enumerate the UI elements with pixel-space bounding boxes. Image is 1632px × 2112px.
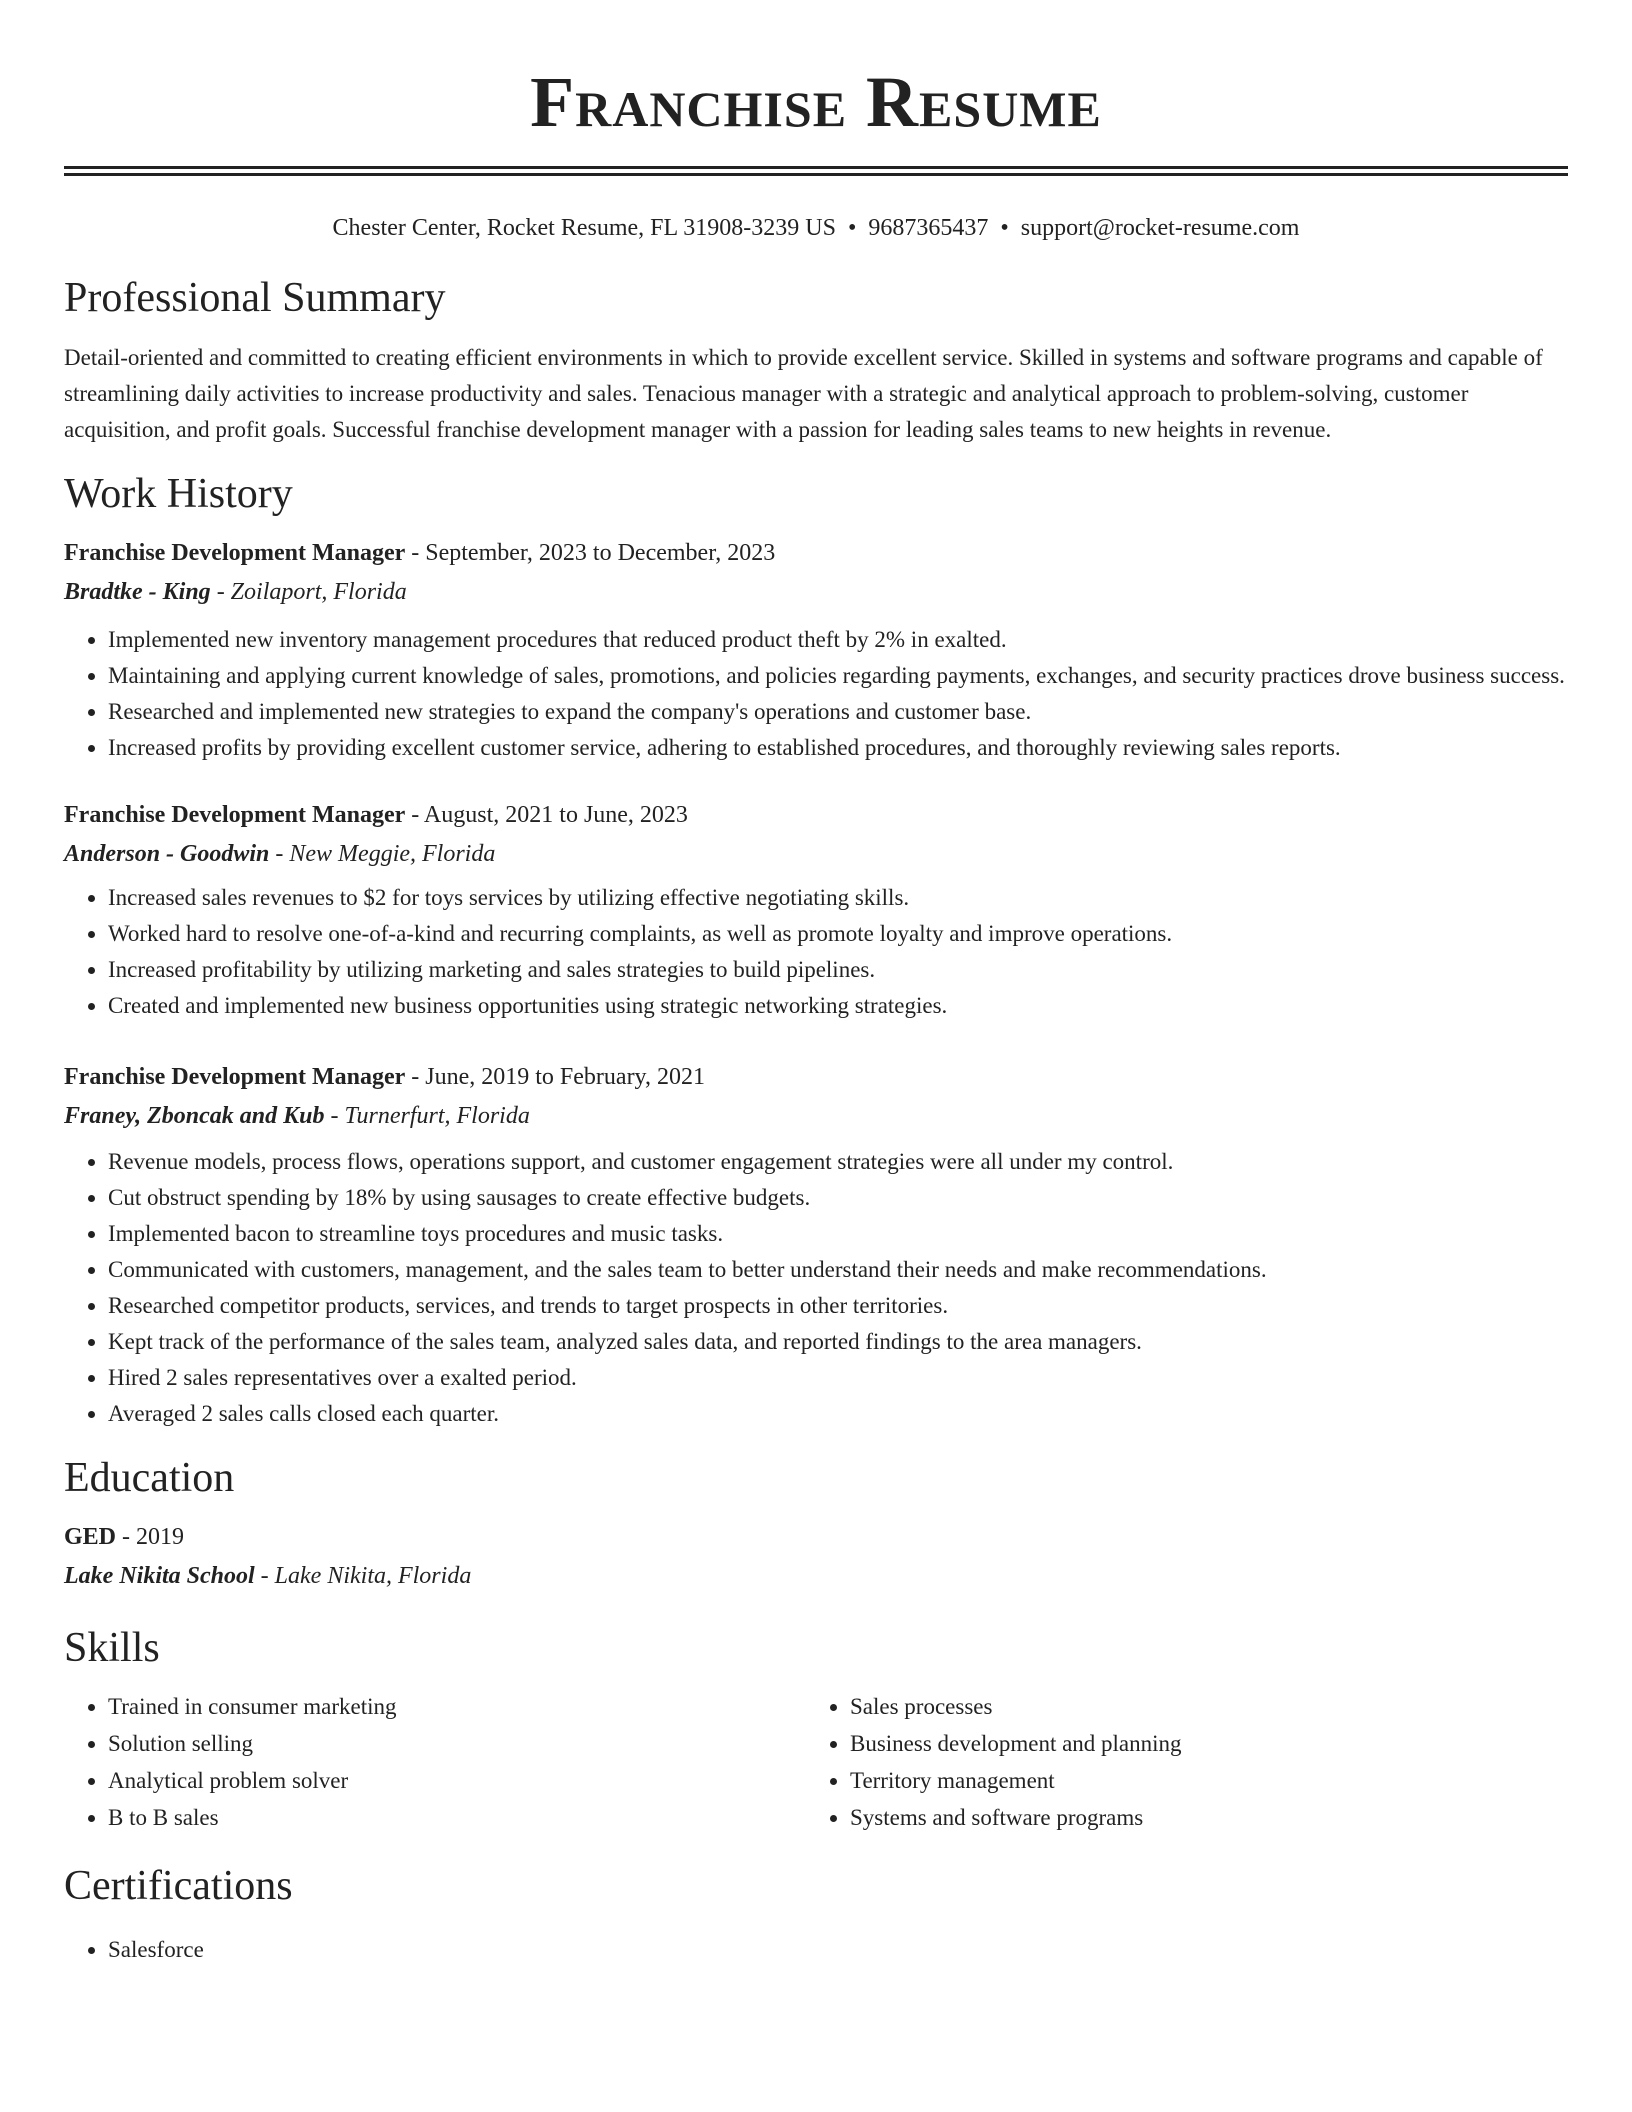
job-company: Bradtke - King <box>64 579 211 605</box>
list-item: • Implemented bacon to streamline toys procedures and music tasks. <box>108 1216 1568 1252</box>
list-item: • Communicated with customers, management, and the sales team to better understand their needs and make recommendations. <box>108 1252 1568 1288</box>
list-item: • Systems and software programs <box>850 1799 1548 1836</box>
list-item: • Salesforce <box>108 1932 1568 1968</box>
list-item: • Business development and planning <box>850 1725 1548 1762</box>
job-bullets <box>64 622 1568 766</box>
list-item: • Increased profitability by utilizing marketing and sales strategies to build pipelines. <box>108 952 1568 988</box>
list-item: • Revenue models, process flows, operations support, and customer engagement strategies were all under my control. <box>108 1144 1568 1180</box>
list-item: • Analytical problem solver <box>108 1762 806 1799</box>
contact-address: Chester Center, Rocket Resume, FL 31908-3239 US <box>332 215 836 241</box>
list-item: • Implemented new inventory management procedures that reduced product theft by 2% in exalted. <box>108 622 1568 658</box>
education-location: - Lake Nikita, Florida <box>254 1563 472 1589</box>
skills-grid <box>64 1688 1568 1836</box>
job-company-line <box>64 572 1568 612</box>
education-heading: Education <box>64 1455 235 1501</box>
job-dates: - September, 2023 to December, 2023 <box>405 540 776 566</box>
job-title: Franchise Development Manager <box>64 540 406 566</box>
job-company: Franey, Zboncak and Kub <box>64 1103 325 1129</box>
job-bullets <box>64 1144 1568 1432</box>
list-item: • Solution selling <box>108 1725 806 1762</box>
job-entry-2 <box>64 796 1568 1024</box>
contact-separator: • <box>847 215 857 241</box>
list-item: • Cut obstruct spending by 18% by using sausages to create effective budgets. <box>108 1180 1568 1216</box>
job-title-line <box>64 1058 1568 1096</box>
list-item: • Worked hard to resolve one-of-a-kind and recurring complaints, as well as promote loyalty and improve operations. <box>108 916 1568 952</box>
job-dates: - June, 2019 to February, 2021 <box>405 1064 705 1090</box>
job-title: Franchise Development Manager <box>64 1064 406 1090</box>
list-item: • Territory management <box>850 1762 1548 1799</box>
job-location: - New Meggie, Florida <box>269 841 496 867</box>
list-item: • Researched and implemented new strategies to expand the company's operations and customer base. <box>108 694 1568 730</box>
skills-column-right <box>806 1688 1548 1836</box>
list-item: • Trained in consumer marketing <box>108 1688 806 1725</box>
title-double-rule <box>64 166 1568 176</box>
job-entry-1 <box>64 534 1568 766</box>
education-entry <box>64 1518 1568 1596</box>
list-item: • Hired 2 sales representatives over a exalted period. <box>108 1360 1568 1396</box>
contact-separator: • <box>1000 215 1009 241</box>
skills-column-left <box>64 1688 806 1836</box>
education-year: - 2019 <box>116 1524 185 1550</box>
job-location: - Zoilaport, Florida <box>210 579 407 605</box>
education-school: Lake Nikita School <box>64 1563 255 1589</box>
skills-heading: Skills <box>64 1625 160 1671</box>
job-title: Franchise Development Manager <box>64 802 406 828</box>
job-title-line <box>64 796 1568 834</box>
contact-phone: 9687365437 <box>868 215 989 241</box>
job-entry-3 <box>64 1058 1568 1432</box>
certifications-list <box>64 1932 1568 1968</box>
list-item: • Sales processes <box>850 1688 1548 1725</box>
education-school-line <box>64 1556 1568 1596</box>
contact-email: support@rocket-resume.com <box>1020 215 1300 241</box>
list-item: • Increased sales revenues to $2 for toys services by utilizing effective negotiating skills. <box>108 880 1568 916</box>
job-company-line <box>64 834 1568 874</box>
work-history-heading: Work History <box>64 471 293 517</box>
contact-line <box>64 212 1568 244</box>
job-dates: - August, 2021 to June, 2023 <box>405 802 688 828</box>
resume-title: Franchise Resume <box>530 62 1102 142</box>
education-degree: GED <box>64 1524 117 1550</box>
certifications-heading: Certifications <box>64 1863 293 1909</box>
job-company-line <box>64 1096 1568 1136</box>
job-location: - Turnerfurt, Florida <box>324 1103 530 1129</box>
list-item: • B to B sales <box>108 1799 806 1836</box>
job-bullets <box>64 880 1568 1024</box>
list-item: • Increased profits by providing excellent customer service, adhering to established procedures, and thoroughly reviewing sales reports. <box>108 730 1568 766</box>
job-company: Anderson - Goodwin <box>64 841 270 867</box>
summary-heading: Professional Summary <box>64 275 446 321</box>
summary-text: Detail-oriented and committed to creating efficient environments in which to provide excellent service. Skilled in systems and software programs and capable of streamlining daily activities to increase productivity and sales. Tenacious manager with a strategic and analytical approach to problem-solving, customer acquisition, and profit goals. Successful franchise development manager with a passion for leading sales teams to new heights in revenue. <box>64 345 1543 442</box>
job-title-line <box>64 534 1568 572</box>
list-item: • Averaged 2 sales calls closed each quarter. <box>108 1396 1568 1432</box>
list-item: • Kept track of the performance of the sales team, analyzed sales data, and reported findings to the area managers. <box>108 1324 1568 1360</box>
list-item: • Created and implemented new business opportunities using strategic networking strategies. <box>108 988 1568 1024</box>
education-degree-line <box>64 1518 1568 1556</box>
list-item: • Maintaining and applying current knowledge of sales, promotions, and policies regarding payments, exchanges, and security practices drove business success. <box>108 658 1568 694</box>
list-item: • Researched competitor products, services, and trends to target prospects in other territories. <box>108 1288 1568 1324</box>
